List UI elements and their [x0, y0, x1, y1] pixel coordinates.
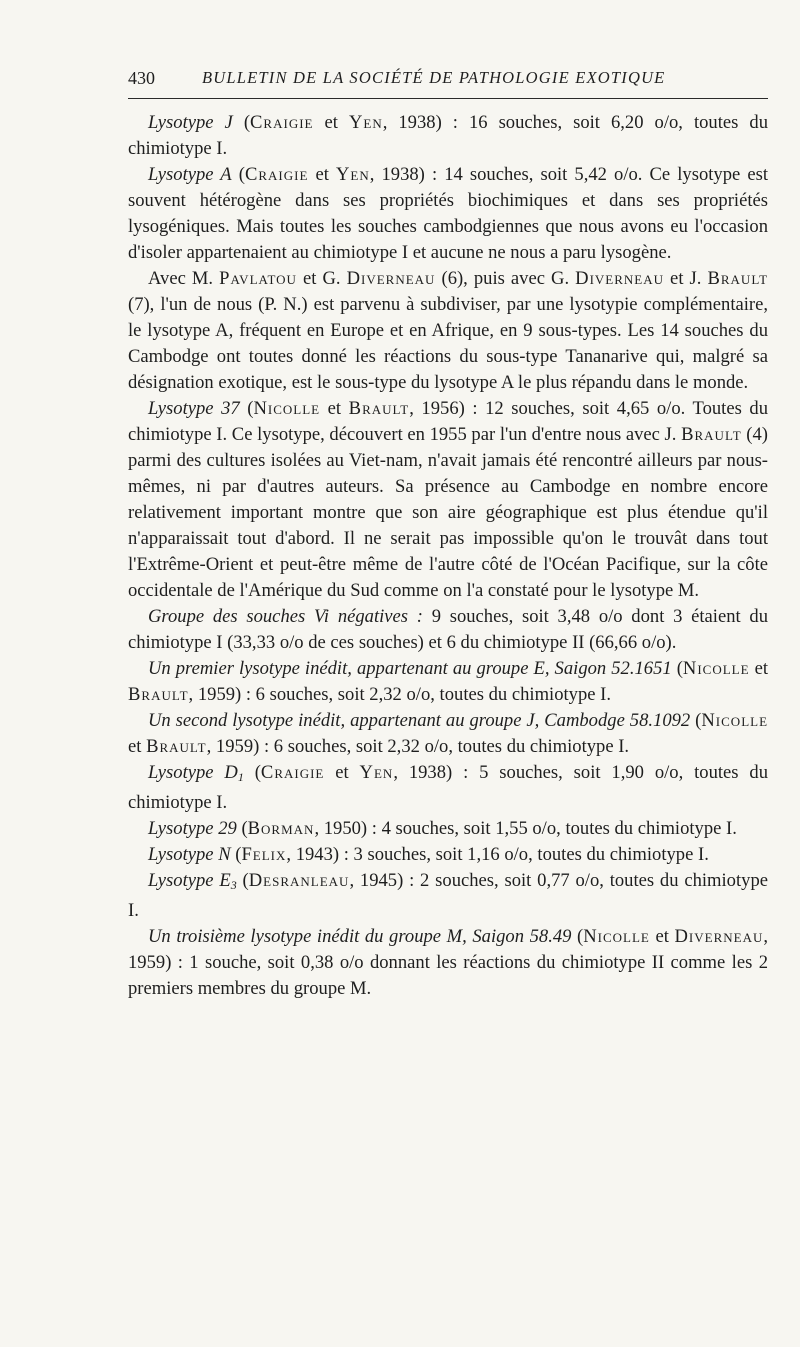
lysotype-subscript: 1 — [237, 770, 244, 784]
author-name: Desranleau — [248, 870, 350, 891]
lysotype-name: Lysotype A — [148, 164, 232, 185]
author-name: Brault — [146, 736, 207, 757]
running-title: BULLETIN DE LA SOCIÉTÉ DE PATHOLOGIE EXOTIQUE — [202, 68, 666, 87]
lysotype-subscript: 3 — [230, 878, 237, 892]
paragraph-lysotype-n: Lysotype N (Felix, 1943) : 3 souches, soit 1,16 o/o, toutes du chimiotype I. — [148, 844, 709, 865]
author-name: Craigie — [260, 762, 325, 783]
paragraph-lysotype-29: Lysotype 29 (Borman, 1950) : 4 souches, soit 1,55 o/o, toutes du chimiotype I. — [148, 818, 737, 839]
page-number: 430 — [128, 68, 155, 88]
paragraph-lysotype-e3: Lysotype $E_3$ (Desranleau, 1945) : 2 souches, soit 0,77 o/o, toutes du chimiotype I. — [128, 870, 768, 921]
author-name: Pavlatou — [219, 268, 297, 289]
lysotype-name: Un premier lysotype inédit, appartenant au groupe E, Saigon 52.1651 — [148, 658, 672, 679]
author-name: Nicolle — [583, 926, 650, 947]
paragraph-lysotype-j: Lysotype J (Craigie et Yen, 1938) : 16 souches, soit 6,20 o/o, toutes du chimiotype I. — [128, 112, 768, 159]
lysotype-name: Lysotype 37 — [148, 398, 240, 419]
paragraph-lysotype-37: Lysotype 37 (Nicolle et Brault, 1956) : 12 souches, soit 4,65 o/o. Toutes du chimiotype I. Ce lysotype, découvert en 1955 par l'un d'entre nous avec J. Brault (4) parmi des cultures isolées au Viet-nam, n'avait jamais été rencontré ailleurs par nous-mêmes, ni par d'autres auteurs. Sa présence au Cambodge en nombre encore relativement important montre que son aire géographique est plus étendue qu'il n'apparaissait tout d'abord. Il ne serait pas impossible qu'on le trouvât dans tout l'Extrême-Orient et peut-être même de l'autre côté de l'Océan Pacifique, sur la côte occidentale de l'Amérique du Sud comme on l'a constaté pour le lysotype M. — [128, 398, 768, 601]
lysotype-name: Lysotype D — [148, 762, 238, 783]
author-name: Brault — [128, 684, 189, 705]
paragraph-lysotype-a: Lysotype A (Craigie et Yen, 1938) : 14 souches, soit 5,42 o/o. Ce lysotype est souvent hétérogène dans ses propriétés biochimiques et dans ses propriétés lysogéniques. Mais toutes les souches cambodgiennes que nous avons eu l'occasion d'isoler appartenaient au chimiotype I et aucune ne nous a paru lysogène. — [128, 164, 769, 263]
lysotype-name: Lysotype N — [148, 844, 231, 865]
author-name: Brault — [348, 398, 410, 419]
author-name: Craigie — [250, 112, 314, 133]
author-name: Nicolle — [701, 710, 769, 731]
author-name: Felix — [241, 844, 287, 865]
body-text — [128, 110, 768, 1002]
author-name: Nicolle — [682, 658, 750, 679]
paragraph-lysotype-d1: Lysotype $D_1$ (Craigie et Yen, 1938) : 5 souches, soit 1,90 o/o, toutes du chimiotype I. — [128, 762, 768, 813]
author-name: Yen — [348, 112, 383, 133]
author-name: Brault — [681, 424, 742, 445]
paragraph-cambodge-58-1092: Un second lysotype inédit, appartenant au groupe J, Cambodge 58.1092 (Nicolle et Brault, 1959) : 6 souches, soit 2,32 o/o, toutes du chimiotype I. — [128, 710, 769, 757]
lysotype-name: Lysotype J — [148, 112, 233, 133]
author-name: Borman — [247, 818, 315, 839]
author-name: Yen — [335, 164, 370, 185]
lysotype-name: Lysotype E — [148, 870, 231, 891]
paragraph-saigon-58-49: Un troisième lysotype inédit du groupe M, Saigon 58.49 (Nicolle et Diverneau, 1959) : 1 souche, soit 0,38 o/o donnant les réactions du chimiotype II comme les 2 premiers membres du groupe M. — [128, 926, 769, 999]
paragraph-vi-negative: Groupe des souches Vi négatives : 9 souches, soit 3,48 o/o dont 3 étaient du chimiotype I (33,33 o/o de ces souches) et 6 du chimiotype II (66,66 o/o). — [128, 606, 768, 653]
author-name: Diverneau — [575, 268, 665, 289]
author-name: Brault — [707, 268, 769, 289]
page-header — [128, 66, 768, 100]
lysotype-name: Un troisième lysotype inédit du groupe M, Saigon 58.49 — [148, 926, 572, 947]
author-name: Diverneau — [674, 926, 764, 947]
lysotype-name: Lysotype 29 — [148, 818, 237, 839]
paragraph-subtypes: Avec M. Pavlatou et G. Diverneau (6), puis avec G. Diverneau et J. Brault (7), l'un de nous (P. N.) est parvenu à subdiviser, par une lysotypie complémentaire, le lysotype A, fréquent en Europe et en Afrique, en 9 sous-types. Les 14 souches du Cambodge ont toutes donné les réactions du sous-type Tananarive qui, malgré sa désignation exotique, est le sous-type du lysotype A le plus répandu dans le monde. — [128, 268, 769, 393]
author-name: Nicolle — [253, 398, 321, 419]
author-name: Yen — [359, 762, 394, 783]
header-rule — [128, 98, 768, 99]
lysotype-name: Un second lysotype inédit, appartenant au groupe J, Cambodge 58.1092 — [148, 710, 691, 731]
author-name: Craigie — [244, 164, 309, 185]
group-name: Groupe des souches Vi négatives : — [148, 606, 423, 627]
author-name: Diverneau — [346, 268, 436, 289]
paragraph-saigon-52-1651: Un premier lysotype inédit, appartenant au groupe E, Saigon 52.1651 (Nicolle et Brault, 1959) : 6 souches, soit 2,32 o/o, toutes du chimiotype I. — [128, 658, 768, 705]
